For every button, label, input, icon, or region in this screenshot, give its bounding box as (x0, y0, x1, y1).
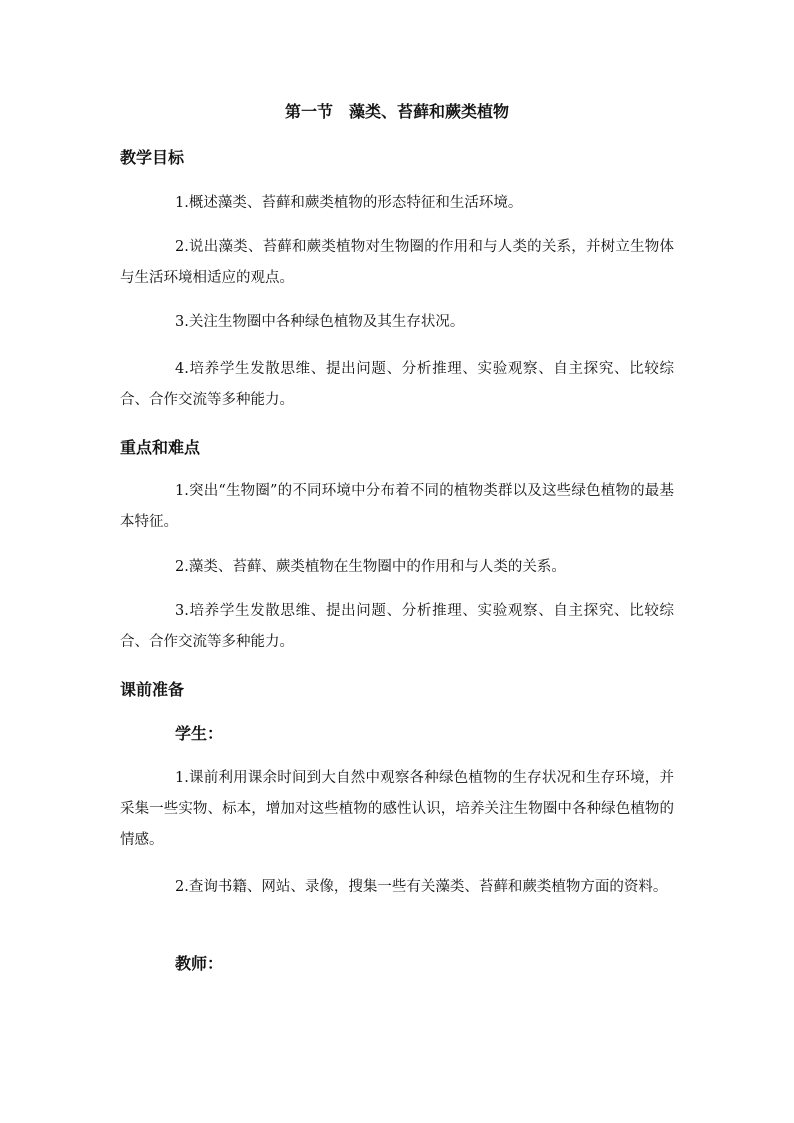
heading-teaching-goals: 教学目标 (120, 148, 185, 167)
student-item-2: 2.查询书籍、网站、录像，搜集一些有关藻类、苔藓和蕨类植物方面的资料。 (175, 879, 668, 895)
heading-preparation: 课前准备 (120, 680, 185, 699)
goal-item-1: 1.概述藻类、苔藓和蕨类植物的形态特征和生活环境。 (175, 195, 523, 211)
teacher-label: 教师： (175, 954, 224, 973)
keypoint-item-3: 3.培养学生发散思维、提出问题、分析推理、实验观察、自主探究、比较综合、合作交流等多种能力。 (120, 603, 674, 650)
keypoint-item-2: 2.藻类、苔藓、蕨类植物在生物圈中的作用和与人类的关系。 (175, 559, 566, 575)
document-title: 第一节 藻类、苔藓和蕨类植物 (284, 102, 509, 121)
goal-item-3: 3.关注生物圈中各种绿色植物及其生存状况。 (175, 314, 465, 330)
student-label: 学生： (175, 724, 224, 743)
student-item-1: 1.课前利用课余时间到大自然中观察各种绿色植物的生存状况和生存环境，并采集一些实物、标本，增加对这些植物的感性认识，培养关注生物圈中各种绿色植物的情感。 (120, 770, 674, 848)
heading-key-points: 重点和难点 (120, 438, 201, 457)
goal-item-2: 2.说出藻类、苔藓和蕨类植物对生物圈的作用和与人类的关系，并树立生物体与生活环境相适应的观点。 (120, 239, 674, 286)
goal-item-4: 4.培养学生发散思维、提出问题、分析推理、实验观察、自主探究、比较综合、合作交流等多种能力。 (120, 361, 674, 408)
keypoint-item-1: 1.突出“生物圈”的不同环境中分布着不同的植物类群以及这些绿色植物的最基本特征。 (120, 483, 674, 530)
